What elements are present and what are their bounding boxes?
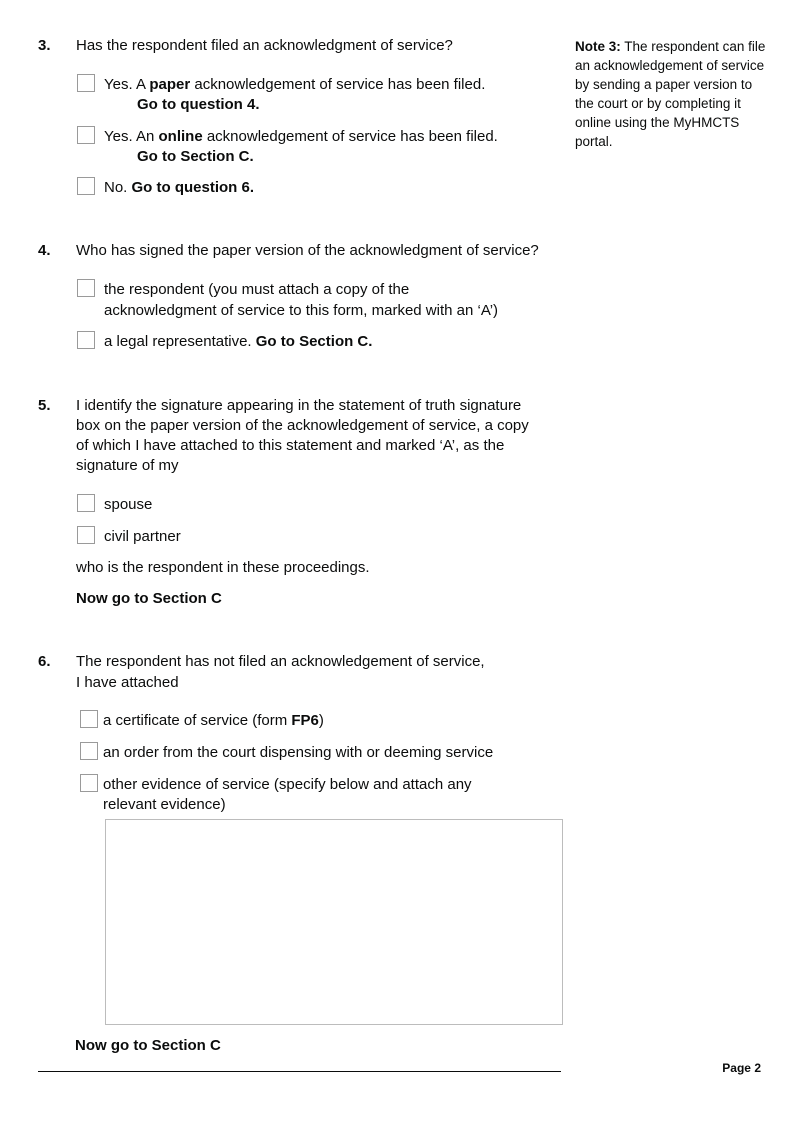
- q4-legal-rep-checkbox[interactable]: [77, 331, 95, 349]
- q6-certificate-label-post: ): [318, 712, 324, 729]
- q3-paper-label-bold: paper: [149, 76, 191, 93]
- question-3-number: 3.: [38, 37, 51, 54]
- q3-paper-label-post: acknowledgement of service has been filed.: [190, 76, 486, 93]
- q3-no-label-pre: No.: [104, 179, 132, 196]
- q3-paper-goto: Go to question 4.: [137, 96, 260, 113]
- question-5-number: 5.: [38, 397, 51, 414]
- q5-goto: Now go to Section C: [76, 590, 222, 607]
- q4-respondent-line2: acknowledgment of service to this form, marked with an ‘A’): [104, 302, 499, 319]
- page-number: Page 2: [722, 1061, 761, 1075]
- q3-online-checkbox[interactable]: [77, 126, 95, 144]
- q5-spouse-label: spouse: [104, 496, 153, 513]
- q4-legal-rep-label: [104, 332, 372, 352]
- q6-goto: Now go to Section C: [75, 1037, 221, 1054]
- q6-other-evidence-checkbox[interactable]: [80, 774, 98, 792]
- question-6-number: 6.: [38, 653, 51, 670]
- q6-other-evidence-textarea[interactable]: [105, 819, 563, 1025]
- q6-other-evidence-line1: other evidence of service (specify below and attach any: [103, 776, 472, 793]
- q3-paper-label: [104, 75, 485, 95]
- q4-legal-rep-label-pre: a legal representative.: [104, 333, 256, 350]
- q6-certificate-checkbox[interactable]: [80, 710, 98, 728]
- q6-certificate-label-pre: a certificate of service (form: [103, 712, 292, 729]
- question-3-text: Has the respondent filed an acknowledgment of service?: [76, 37, 453, 54]
- note-3: [575, 37, 770, 151]
- q3-online-label: [104, 127, 498, 147]
- note-3-text: The respondent can file an acknowledgement of service by sending a paper version to the court or by completing it online using the MyHMCTS portal.: [575, 39, 766, 149]
- q4-legal-rep-goto: Go to Section C.: [255, 333, 373, 350]
- q4-respondent-line1: the respondent (you must attach a copy of the: [104, 281, 410, 298]
- q3-no-label: [104, 178, 254, 198]
- question-5-line2: box on the paper version of the acknowledgement of service, a copy: [76, 417, 529, 434]
- q3-paper-checkbox[interactable]: [77, 74, 95, 92]
- question-4-text: Who has signed the paper version of the acknowledgment of service?: [76, 242, 539, 259]
- q3-online-label-pre: Yes. An: [104, 128, 159, 145]
- question-5-line4: signature of my: [76, 457, 179, 474]
- q3-no-checkbox[interactable]: [77, 177, 95, 195]
- question-6-line2: I have attached: [76, 674, 179, 691]
- q3-no-goto: Go to question 6.: [131, 179, 255, 196]
- q5-civil-partner-label: civil partner: [104, 528, 181, 545]
- q3-online-label-post: acknowledgement of service has been filed.: [202, 128, 498, 145]
- question-6-line1: The respondent has not filed an acknowledgement of service,: [76, 653, 485, 670]
- q5-after-text: who is the respondent in these proceedings.: [76, 559, 370, 576]
- note-3-label: Note 3:: [575, 39, 621, 54]
- footer-divider: [38, 1071, 561, 1072]
- question-4-number: 4.: [38, 242, 51, 259]
- q6-other-evidence-line2: relevant evidence): [103, 796, 226, 813]
- q4-respondent-checkbox[interactable]: [77, 279, 95, 297]
- q3-online-goto: Go to Section C.: [137, 148, 254, 165]
- q5-spouse-checkbox[interactable]: [77, 494, 95, 512]
- q6-court-order-label: an order from the court dispensing with or deeming service: [103, 744, 494, 761]
- question-5-line3: of which I have attached to this statement and marked ‘A’, as the: [76, 437, 505, 454]
- q3-paper-label-pre: Yes. A: [104, 76, 150, 93]
- q5-civil-partner-checkbox[interactable]: [77, 526, 95, 544]
- q6-certificate-form: FP6: [291, 712, 319, 729]
- q3-online-label-bold: online: [158, 128, 203, 145]
- q6-certificate-label: [103, 711, 324, 731]
- question-5-line1: I identify the signature appearing in the statement of truth signature: [76, 397, 522, 414]
- q6-court-order-checkbox[interactable]: [80, 742, 98, 760]
